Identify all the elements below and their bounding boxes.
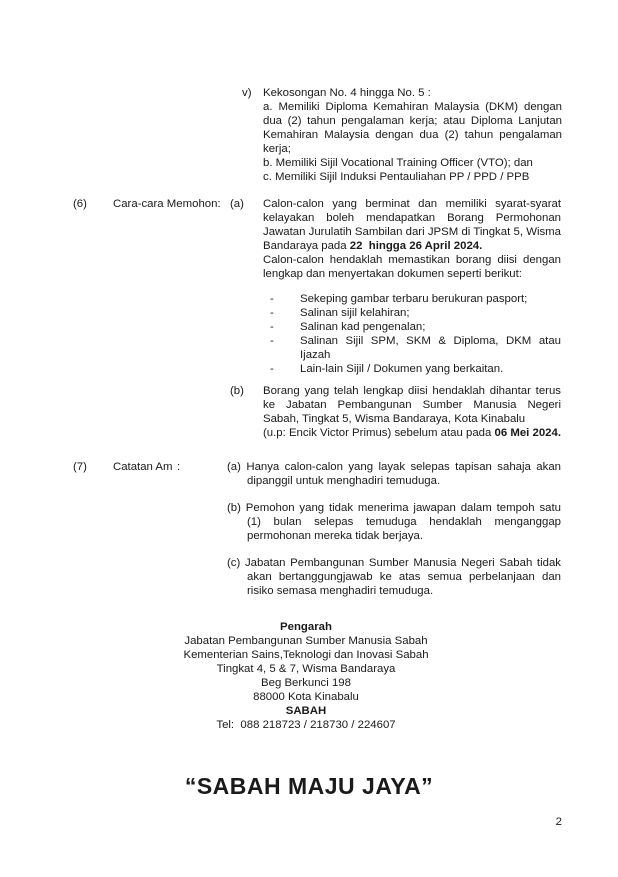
list-item-text: Salinan Sijil SPM, SKM & Diploma, DKM atau Ijazah bbox=[300, 335, 561, 361]
catatan-item-c bbox=[227, 556, 561, 598]
list-item bbox=[263, 362, 561, 376]
item-b-date-bold: 06 Mei 2024. bbox=[494, 427, 562, 439]
address-line: Jabatan Pembangunan Sumber Manusia Sabah bbox=[184, 635, 428, 647]
state-motto: “SABAH MAJU JAYA” bbox=[184, 773, 434, 799]
list-item-text: Sekeping gambar terbaru berukuran pasport; bbox=[300, 293, 528, 305]
item-label: (c) bbox=[227, 557, 241, 569]
catatan-item-a bbox=[227, 460, 561, 488]
address-line: Kementerian Sains,Teknologi dan Inovasi Sabah bbox=[183, 649, 429, 661]
dash-bullet: - bbox=[270, 321, 274, 333]
section7-colon: : bbox=[177, 461, 181, 473]
section6-item-b bbox=[230, 384, 561, 440]
address-line: 88000 Kota Kinabalu bbox=[253, 691, 359, 703]
item-a-label: (a) bbox=[230, 198, 244, 210]
list-item bbox=[263, 334, 561, 362]
list-item-text: Lain-lain Sijil / Dokumen yang berkaitan. bbox=[300, 363, 504, 375]
dash-bullet: - bbox=[270, 293, 274, 305]
section7-title: Catatan Am bbox=[113, 461, 173, 473]
item-text: Pemohon yang tidak menerima jawapan dalam tempoh satu (1) bulan selepas temuduga hendaklah menganggap permohonan mereka tidak berjaya. bbox=[245, 502, 561, 542]
state-name: SABAH bbox=[285, 705, 327, 717]
dash-bullet: - bbox=[270, 335, 274, 347]
signature-address-block bbox=[0, 620, 612, 732]
catatan-item-b bbox=[227, 501, 561, 543]
telephone-line: Tel: 088 218723 / 218730 / 224607 bbox=[216, 719, 396, 731]
item-b-paragraph bbox=[263, 384, 561, 440]
page-number: 2 bbox=[555, 816, 562, 828]
section6-number: (6) bbox=[73, 198, 87, 210]
item-b-text: Borang yang telah lengkap diisi hendaklah dihantar terus ke Jabatan Pembangunan Sumber Manusia Negeri Sabah, Tingkat 5, Wisma Bandaraya, Kota Kinabalu bbox=[263, 385, 561, 425]
dash-bullet: - bbox=[270, 307, 274, 319]
list-item-text: Salinan sijil kelahiran; bbox=[300, 307, 410, 319]
item-label: (b) bbox=[227, 502, 241, 514]
address-line: Tingkat 4, 5 & 7, Wisma Bandaraya bbox=[216, 663, 396, 675]
section7-number: (7) bbox=[73, 461, 87, 473]
section-catatan-am bbox=[73, 460, 562, 598]
clause-v-body bbox=[263, 86, 562, 184]
clause-v-item-c: c. Memiliki Sijil Induksi Pentauliahan PP / PPD / PPB bbox=[263, 171, 530, 183]
required-documents-list bbox=[263, 292, 561, 376]
list-item bbox=[263, 320, 561, 334]
clause-v-heading: Kekosongan No. 4 hingga No. 5 : bbox=[263, 87, 431, 99]
section6-item-a bbox=[230, 197, 561, 376]
clause-v-item-b: b. Memiliki Sijil Vocational Training Officer (VTO); dan bbox=[263, 157, 533, 169]
section6-title: Cara-cara Memohon: bbox=[113, 198, 221, 210]
item-label: (a) bbox=[227, 461, 241, 473]
item-a-date-bold: 22 hingga 26 April 2024. bbox=[349, 240, 483, 252]
dash-bullet: - bbox=[270, 363, 274, 375]
address-line: Beg Berkunci 198 bbox=[261, 677, 351, 689]
clause-v-label: v) bbox=[242, 87, 252, 99]
item-a-body bbox=[263, 197, 561, 376]
item-b-label: (b) bbox=[230, 385, 244, 397]
list-item bbox=[263, 292, 561, 306]
section7-items bbox=[227, 460, 561, 598]
clause-v-block bbox=[242, 86, 562, 184]
item-b-body bbox=[263, 384, 561, 440]
section6-items bbox=[230, 197, 561, 440]
section-cara-memohon bbox=[73, 197, 562, 440]
item-a-text2: Calon-calon hendaklah memastikan borang diisi dengan lengkap dan menyertakan dokumen seperti berikut: bbox=[263, 254, 561, 280]
item-text: Jabatan Pembangunan Sumber Manusia Negeri Sabah tidak akan bertanggungjawab ke atas semua perbelanjaan dan risiko semasa menghadiri temuduga. bbox=[244, 557, 561, 597]
item-text: Hanya calon-calon yang layak selepas tapisan sahaja akan dipanggil untuk menghadiri temuduga. bbox=[246, 461, 561, 487]
list-item bbox=[263, 306, 561, 320]
item-a-text: Calon-calon yang berminat dan memiliki syarat-syarat kelayakan boleh mendapatkan Borang Permohonan Jawatan Jurulatih Sambilan dari JPSM di Tingkat 5, Wisma Bandaraya pada bbox=[263, 198, 561, 252]
signatory-title: Pengarah bbox=[280, 621, 332, 633]
list-item-text: Salinan kad pengenalan; bbox=[300, 321, 426, 333]
item-a-paragraph bbox=[263, 197, 561, 281]
clause-v-item-a: a. Memiliki Diploma Kemahiran Malaysia (DKM) dengan dua (2) tahun pengalaman kerja; atau Diploma Lanjutan Kemahiran Malaysia dengan dua (2) tahun pengalaman kerja; bbox=[263, 101, 562, 155]
item-b-text2: (u.p: Encik Victor Primus) sebelum atau pada bbox=[263, 427, 495, 439]
